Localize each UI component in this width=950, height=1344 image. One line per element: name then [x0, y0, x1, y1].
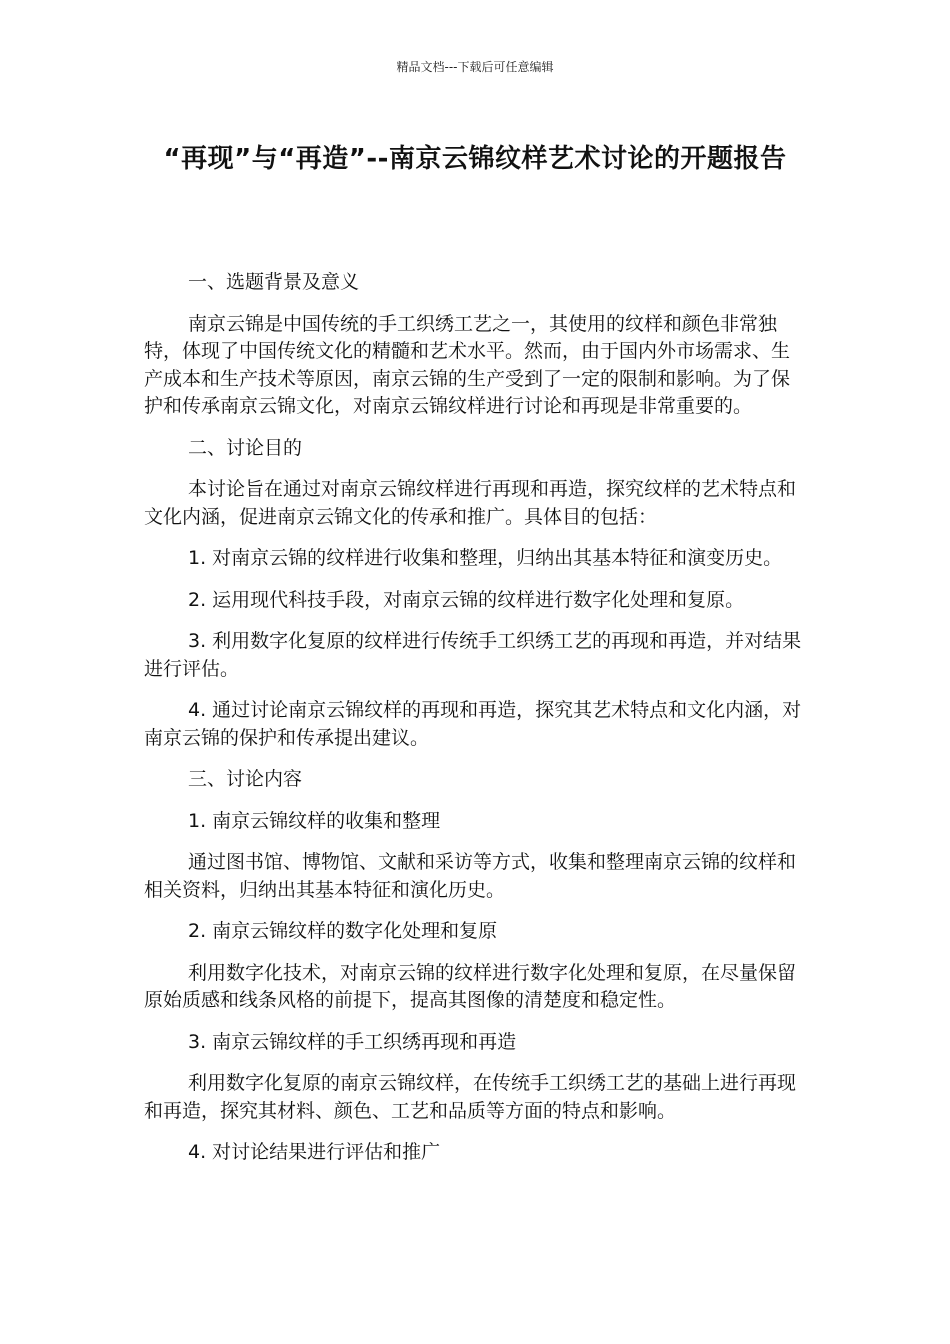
header-note: 精品文档---下载后可任意编辑: [396, 60, 554, 74]
content-paragraph-1: 通过图书馆、博物馆、文献和采访等方式，收集和整理南京云锦的纹样和相关资料，归纳出其基本特征和演化历史。: [144, 851, 797, 901]
section-heading-content: 三、讨论内容: [188, 768, 303, 790]
content-subheading-1: 1. 南京云锦纹样的收集和整理: [188, 809, 441, 832]
purpose-item-2: 2. 运用现代科技手段，对南京云锦的纹样进行数字化处理和复原。: [188, 588, 745, 611]
content-subheading-2: 2. 南京云锦纹样的数字化处理和复原: [188, 920, 498, 942]
purpose-item-4: 4. 通过讨论南京云锦纹样的再现和再造，探究其艺术特点和文化内涵，对南京云锦的保护和传承提出建议。: [144, 699, 802, 749]
document-title: “再现”与“再造”--南京云锦纹样艺术讨论的开题报告: [163, 144, 787, 174]
paragraph-background: 南京云锦是中国传统的手工织绣工艺之一，其使用的纹样和颜色非常独特，体现了中国传统文化的精髓和艺术水平。然而，由于国内外市场需求、生产成本和生产技术等原因，南京云锦的生产受到了一定的限制和影响。为了保护和传承南京云锦文化，对南京云锦纹样进行讨论和再现是非常重要的。: [144, 312, 791, 417]
purpose-item-3: 3. 利用数字化复原的纹样进行传统手工织绣工艺的再现和再造，并对结果进行评估。: [144, 630, 802, 680]
content-paragraph-3: 利用数字化复原的南京云锦纹样，在传统手工织绣工艺的基础上进行再现和再造，探究其材料、颜色、工艺和品质等方面的特点和影响。: [144, 1072, 797, 1122]
document-body: [144, 269, 808, 1181]
purpose-item-1: 1. 对南京云锦的纹样进行收集和整理，归纳出其基本特征和演变历史。: [188, 547, 783, 569]
content-paragraph-2: 利用数字化技术，对南京云锦的纹样进行数字化处理和复原，在尽量保留原始质感和线条风格的前提下，提高其图像的清楚度和稳定性。: [144, 961, 797, 1011]
content-subheading-4: 4. 对讨论结果进行评估和推广: [188, 1141, 441, 1163]
section-heading-purpose: 二、讨论目的: [188, 436, 303, 459]
paragraph-purpose-intro: 本讨论旨在通过对南京云锦纹样进行再现和再造，探究纹样的艺术特点和文化内涵，促进南京云锦文化的传承和推广。具体目的包括：: [144, 478, 797, 528]
section-heading-background: 一、选题背景及意义: [188, 271, 360, 293]
content-subheading-3: 3. 南京云锦纹样的手工织绣再现和再造: [188, 1030, 517, 1053]
